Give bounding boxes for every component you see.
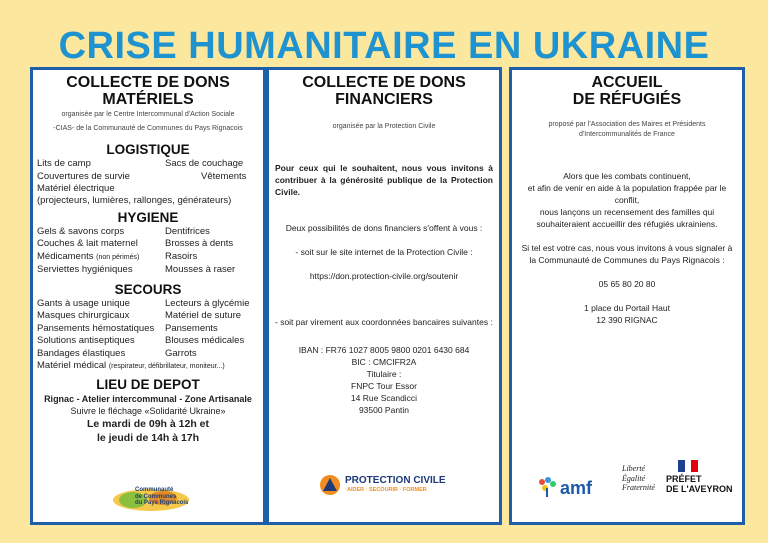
list-item-note: (projecteurs, lumières, rallonges, générateurs): [37, 194, 232, 206]
col1-org-line2: -CIAS- de la Communauté de Communes du Pays Rignacois: [53, 125, 243, 132]
col3-p4: Si tel est votre cas, nous vous invitons à vous signaler à la Communauté de Communes du Pays Rignacois :: [521, 243, 733, 265]
page-title: CRISE HUMANITAIRE EN UKRAINE: [58, 25, 710, 67]
list-item: Bandages élastiques: [37, 347, 126, 359]
col3-p2: et afin de venir en aide à la population frappée par le conflit,: [527, 183, 727, 205]
col2-title-line1: COLLECTE DE DONS: [302, 74, 466, 91]
prefet-logo: [622, 460, 742, 500]
bic: BIC : CMCIFR2A: [351, 357, 417, 367]
col2-title: [269, 74, 499, 108]
protection-civile-name: PROTECTION CIVILE: [345, 475, 446, 486]
column-financial-donations: [266, 67, 502, 525]
iban: IBAN : FR76 1027 8005 9800 0201 6430 684: [298, 345, 470, 355]
list-item-label: Matériel médical: [37, 360, 107, 371]
list-item: Lits de camp: [37, 158, 91, 169]
col3-title-line2: DE RÉFUGIÉS: [572, 91, 682, 108]
ccpr-logo: [111, 486, 191, 512]
list-item: Pansements hémostatiques: [37, 322, 155, 334]
col2-site-label: - soit sur le site internet de la Protection Civile :: [295, 247, 473, 257]
depot-heading: LIEU DE DEPOT: [96, 376, 200, 392]
col3-title: [512, 74, 742, 108]
donation-link[interactable]: https://don.protection-civile.org/soutenir: [309, 271, 459, 281]
list-item: Gels & savons corps: [37, 225, 125, 237]
col2-two-options: Deux possibilités de dons financiers s'offent à vous :: [285, 223, 483, 233]
holder-label: Titulaire :: [366, 369, 402, 379]
secours-heading: SECOURS: [114, 281, 182, 297]
secours-list: [33, 298, 263, 361]
list-item: Serviettes hygiéniques: [37, 264, 133, 275]
address-line1: 1 place du Portail Haut: [584, 303, 670, 313]
depot-follow: Suivre le fléchage «Solidarité Ukraine»: [70, 405, 226, 416]
list-item: [33, 360, 263, 374]
list-item: [37, 251, 165, 265]
col1-title: [33, 74, 263, 108]
list-item: Gants à usage unique: [37, 297, 130, 309]
list-item: Mousses à raser: [165, 264, 236, 275]
list-item: Solutions antiseptiques: [37, 335, 135, 346]
holder-street: 14 Rue Scandicci: [350, 393, 418, 403]
col2-org: organisée par la Protection Civile: [332, 123, 436, 130]
ccpr-logo-text3: du Pays Rignacois: [135, 500, 189, 506]
ccpr-logo-text1: Communauté: [135, 487, 174, 493]
col1-org-line1: organisée par le Centre Intercommunal d'Action Sociale: [61, 111, 235, 118]
motto-liberte: Liberté: [622, 464, 646, 473]
depot-time2: le jeudi de 14h à 17h: [96, 431, 200, 444]
list-item: Pansements: [165, 322, 218, 334]
amf-logo: [536, 476, 606, 500]
col2-title-line2: FINANCIERS: [335, 91, 433, 108]
ccpr-logo-text2: de Communes: [135, 493, 177, 500]
list-item: Couvertures de survie: [37, 170, 130, 182]
list-item: Lecteurs à glycémie: [165, 297, 250, 309]
amf-text: amf: [560, 478, 593, 498]
col3-p1: Alors que les combats continuent,: [563, 171, 691, 181]
list-item: Rasoirs: [165, 250, 198, 262]
list-item: Masques chirurgicaux: [37, 310, 130, 321]
depot-time1: Le mardi de 09h à 12h et: [87, 417, 209, 430]
list-item: Matériel électrique: [37, 183, 115, 194]
holder-city: 93500 Pantin: [358, 405, 410, 415]
col2-transfer-label: - soit par virement aux coordonnées bancaires suivantes :: [275, 317, 493, 327]
col1-title-line1: COLLECTE DE DONS: [66, 74, 230, 91]
list-item-note: (respirateur, défibrillateur, moniteur...): [108, 363, 225, 370]
hygiene-heading: HYGIENE: [117, 209, 179, 225]
protection-civile-tagline: AIDER · SECOURIR · FORMER: [347, 487, 427, 493]
list-item: Garrots: [165, 347, 197, 359]
list-item-label: Médicaments: [37, 250, 94, 262]
col3-title-line1: ACCUEIL: [591, 74, 663, 91]
logistique-list: [33, 158, 263, 183]
col1-title-line2: MATÉRIELS: [102, 91, 194, 108]
list-item-note: (non périmés): [96, 253, 140, 261]
list-item: Dentifrices: [165, 225, 210, 237]
address-line2: 12 390 RIGNAC: [596, 315, 658, 325]
protection-civile-icon: [319, 474, 341, 496]
column-material-donations: [30, 67, 266, 525]
depot-place: Rignac - Atelier intercommunal - Zone Artisanale: [44, 393, 252, 404]
phone-number: 05 65 80 20 80: [598, 279, 656, 289]
column-refugee-welcome: [509, 67, 745, 525]
list-item: Sacs de couchage: [165, 158, 244, 169]
col2-intro: Pour ceux qui le souhaitent, nous vous invitons à contribuer à la générosité publique de la Protection Civile.: [275, 163, 493, 197]
list-item: Blouses médicales: [165, 335, 245, 346]
protection-civile-logo: [319, 472, 459, 498]
hygiene-list: [33, 226, 263, 277]
list-item: Brosses à dents: [165, 238, 234, 249]
list-item: Vêtements: [201, 170, 247, 182]
motto-egalite: Égalité: [622, 473, 646, 483]
prefet-line1: PRÉFET: [666, 474, 702, 484]
prefet-line2: DE L'AVEYRON: [666, 484, 733, 494]
motto-fraternite: Fraternité: [622, 483, 655, 492]
list-item: Matériel de suture: [165, 310, 242, 321]
col3-org-line1: proposé par l'Association des Maires et Présidents: [548, 121, 706, 128]
logistique-heading: LOGISTIQUE: [106, 142, 190, 157]
col3-p3: nous lançons un recensement des familles qui souhaiteraient accueillir des réfugiés ukrainiens.: [536, 207, 718, 229]
amf-icon: [536, 476, 558, 498]
holder-name: FNPC Tour Essor: [351, 381, 417, 391]
french-flag-icon: [678, 460, 698, 472]
col3-org-line2: d'Intercommunalités de France: [579, 131, 675, 138]
list-item: Couches & lait maternel: [37, 238, 138, 249]
